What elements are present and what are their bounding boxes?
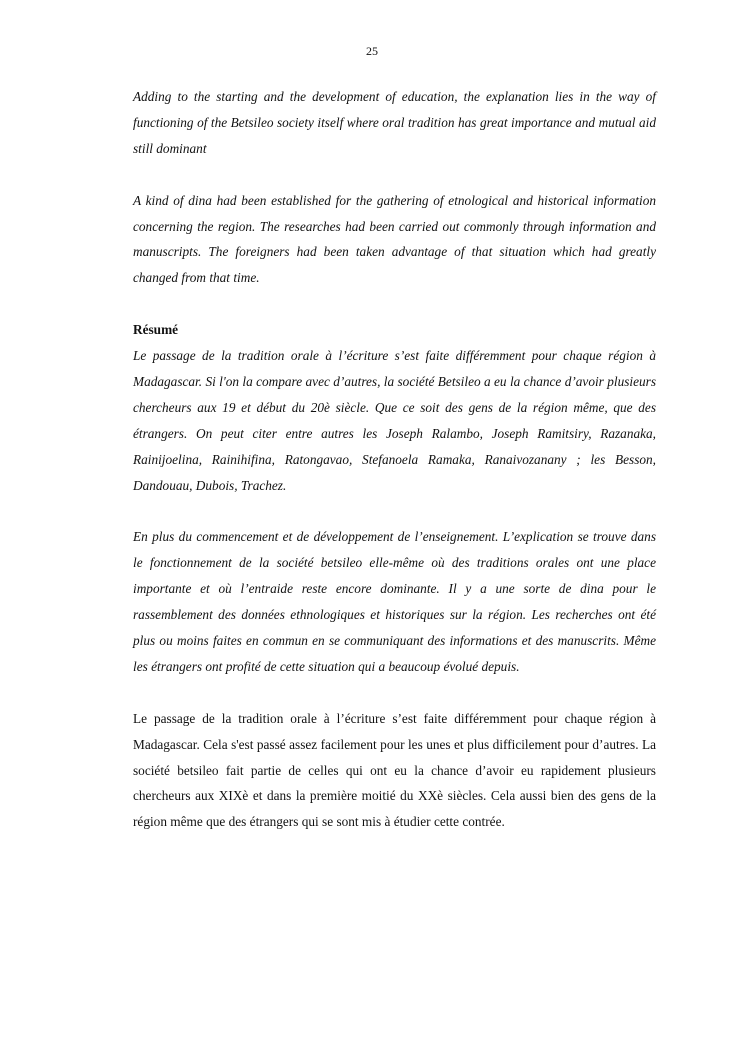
resume-paragraph-1: Le passage de la tradition orale à l’écriture s’est faite différemment pour chaque région à Madagascar. Si l'on la compare avec d’autres, la société Betsileo a eu la chance d’avoir plusieurs chercheurs aux 19 et début du 20è siècle. Que ce soit des gens de la région même, que des étrangers. On peut citer entre autres les Joseph Ralambo, Joseph Ramitsiry, Razanaka, Rainijoelina, Rainihifina, Ratongavao, Stefanoela Ramaka, Ranaivozanany ; les Besson, Dandouau, Dubois, Trachez. [133, 348, 656, 493]
english-paragraph-2: A kind of dina had been established for the gathering of etnological and historical information concerning the region. The researches had been carried out commonly through information and manuscripts. The foreigners had been taken advantage of that situation which had greatly changed from that time. [133, 192, 656, 286]
resume-heading: Résumé [133, 322, 179, 338]
english-paragraph-1: Adding to the starting and the development of education, the explanation lies in the way of functioning of the Betsileo society itself where oral tradition has great importance and mutual aid still dominant [133, 89, 656, 156]
resume-paragraph-2: En plus du commencement et de développement de l’enseignement. L’explication se trouve dans le fonctionnement de la société betsileo elle-même où des traditions orales ont une place importante et où l’entraide reste encore dominante. Il y a une sorte de dina pour le rassemblement des données ethnologiques et historiques sur la région. Les recherches ont été plus ou moins faites en commun en se communiquant des informations et des manuscrits. Même les étrangers ont profité de cette situation qui a beaucoup évolué depuis. [133, 529, 656, 674]
body-paragraph: Le passage de la tradition orale à l’écriture s’est faite différemment pour chaque région à Madagascar. Cela s'est passé assez facilement pour les unes et plus difficilement pour d’autres. La société betsileo fait partie de celles qui ont eu la chance d’avoir eu rapidement plusieurs chercheurs aux XIXè et dans la première moitié du XXè siècles. Cela aussi bien des gens de la région même que des étrangers qui se sont mis à étudier cette contrée. [133, 710, 656, 830]
page-number: 25 [366, 44, 378, 58]
document-body [133, 84, 656, 835]
